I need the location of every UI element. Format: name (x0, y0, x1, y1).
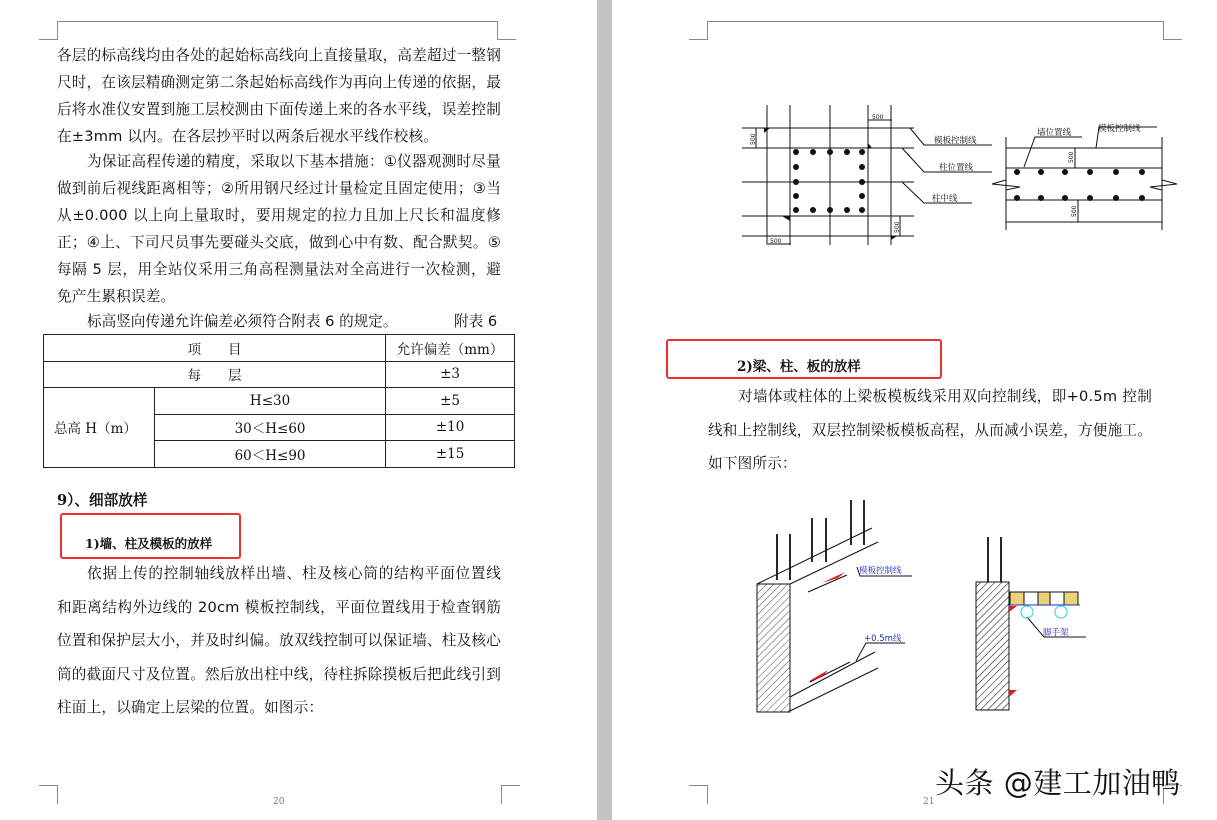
page-number: 20 (273, 797, 285, 807)
svg-text:500: 500 (1068, 151, 1075, 163)
table-row (44, 388, 515, 415)
table-cell-each-floor: 每 层 (44, 361, 386, 388)
svg-text:柱位置线: 柱位置线 (939, 163, 974, 173)
table-header-row (44, 335, 515, 362)
table-row (44, 361, 515, 388)
svg-text:500: 500 (770, 238, 782, 245)
table-label: 附表 6 (454, 313, 498, 330)
page-number: 21 (923, 797, 935, 807)
table-cell-value: ±5 (386, 388, 515, 415)
table-cell-value: ±15 (386, 441, 515, 468)
deviation-table (43, 334, 515, 468)
margin-corner-top-right (497, 21, 516, 40)
page-21 (612, 0, 1217, 820)
svg-text:柱中线: 柱中线 (932, 194, 958, 204)
paragraph-wall-layout: 依据上传的控制轴线放样出墙、柱及核心筒的结构平面位置线和距离结构外边线的 20cm 模板控制线，平面位置线用于检查钢筋位置和保护层大小，并及时纠偏。放双线控制可以保证墙、柱及核心筒的截面尺寸及位置。然后放出柱中线，待柱拆除摸板后把此线引到柱面上，以确定上层梁的位置。如图示： (57, 565, 501, 716)
page-20 (0, 0, 597, 820)
svg-text:模板控制线: 模板控制线 (1098, 124, 1141, 134)
table-cell-range: H≤30 (155, 388, 386, 415)
margin-corner-bottom-right (501, 785, 520, 804)
svg-text:模板控制线: 模板控制线 (859, 566, 902, 576)
svg-text:500: 500 (750, 133, 757, 145)
svg-text:墙位置线: 墙位置线 (1037, 128, 1072, 138)
svg-text:500: 500 (894, 221, 901, 233)
svg-text:500: 500 (872, 114, 884, 121)
table-intro: 标高竖向传递允许偏差必须符合附表 6 的规定。 (87, 313, 398, 330)
svg-text:模板控制线: 模板控制线 (934, 136, 977, 146)
margin-corner-top-right (1163, 21, 1182, 40)
svg-text:500: 500 (1071, 205, 1078, 217)
margin-line-top (707, 21, 1163, 22)
page-gap-scrollbar (597, 0, 612, 820)
scaffold-figure (960, 530, 1100, 720)
svg-text:脚手架: 脚手架 (1043, 628, 1069, 638)
subsection-heading-walls: 1)墙、柱及模板的放样 (85, 536, 213, 551)
margin-corner-bottom-left (689, 785, 708, 804)
table-cell-value: ±10 (386, 414, 515, 441)
paragraph-precision-measures: 为保证高程传递的精度，采取以下基本措施：①仪器观测时尽量做到前后视线距离相等；②所用钢尺经过计量检定且固定使用；③当从±0.000 以上向上量取时，要用规定的拉力且加上尺长和温度修正；④上、下司尺员事先要碰头交底，做到心中有数、配合默契。⑤每隔 5 层，用全站仪采用三角高程测量法对全高进行一次检测，避免产生累积误差。 (57, 153, 501, 305)
table-header-deviation: 允许偏差（mm） (386, 335, 515, 362)
table-cell-value: ±3 (386, 361, 515, 388)
table-cell-total-height: 总高 H（m） (44, 388, 155, 468)
table-cell-range: 30＜H≤60 (155, 414, 386, 441)
wall-plan-figure (992, 110, 1182, 240)
beam-control-figure (740, 490, 940, 720)
margin-corner-bottom-left (39, 785, 58, 804)
paragraph-elevation-measure: 各层的标高线均由各处的起始标高线向上直接量取，高差超过一整钢尺时，在该层精确测定第二条起始标高线作为再向上传递的依据，最后将水准仪安置到施工层校测由下面传递上来的各水平线，误差控制在±3mm 以内。在各层抄平时以两条后视水平线作校核。 (57, 47, 501, 145)
margin-corner-top-left (39, 21, 58, 40)
margin-line-top (57, 21, 497, 22)
svg-text:+0.5m线: +0.5m线 (864, 634, 902, 644)
margin-corner-top-left (689, 21, 708, 40)
paragraph-beam-layout: 对墙体或柱体的上梁板模板线采用双向控制线，即+0.5m 控制线和上控制线，双层控制梁板模板高程，从而减小误差，方便施工。如下图所示： (708, 388, 1152, 472)
watermark: 头条 @建工加油鸭 (935, 766, 1181, 800)
table-cell-range: 60＜H≤90 (155, 441, 386, 468)
section-heading: 9）、细部放样 (57, 492, 148, 509)
table-header-item: 项 目 (44, 335, 386, 362)
subsection-heading-beams: 2)梁、柱、板的放样 (737, 359, 861, 375)
